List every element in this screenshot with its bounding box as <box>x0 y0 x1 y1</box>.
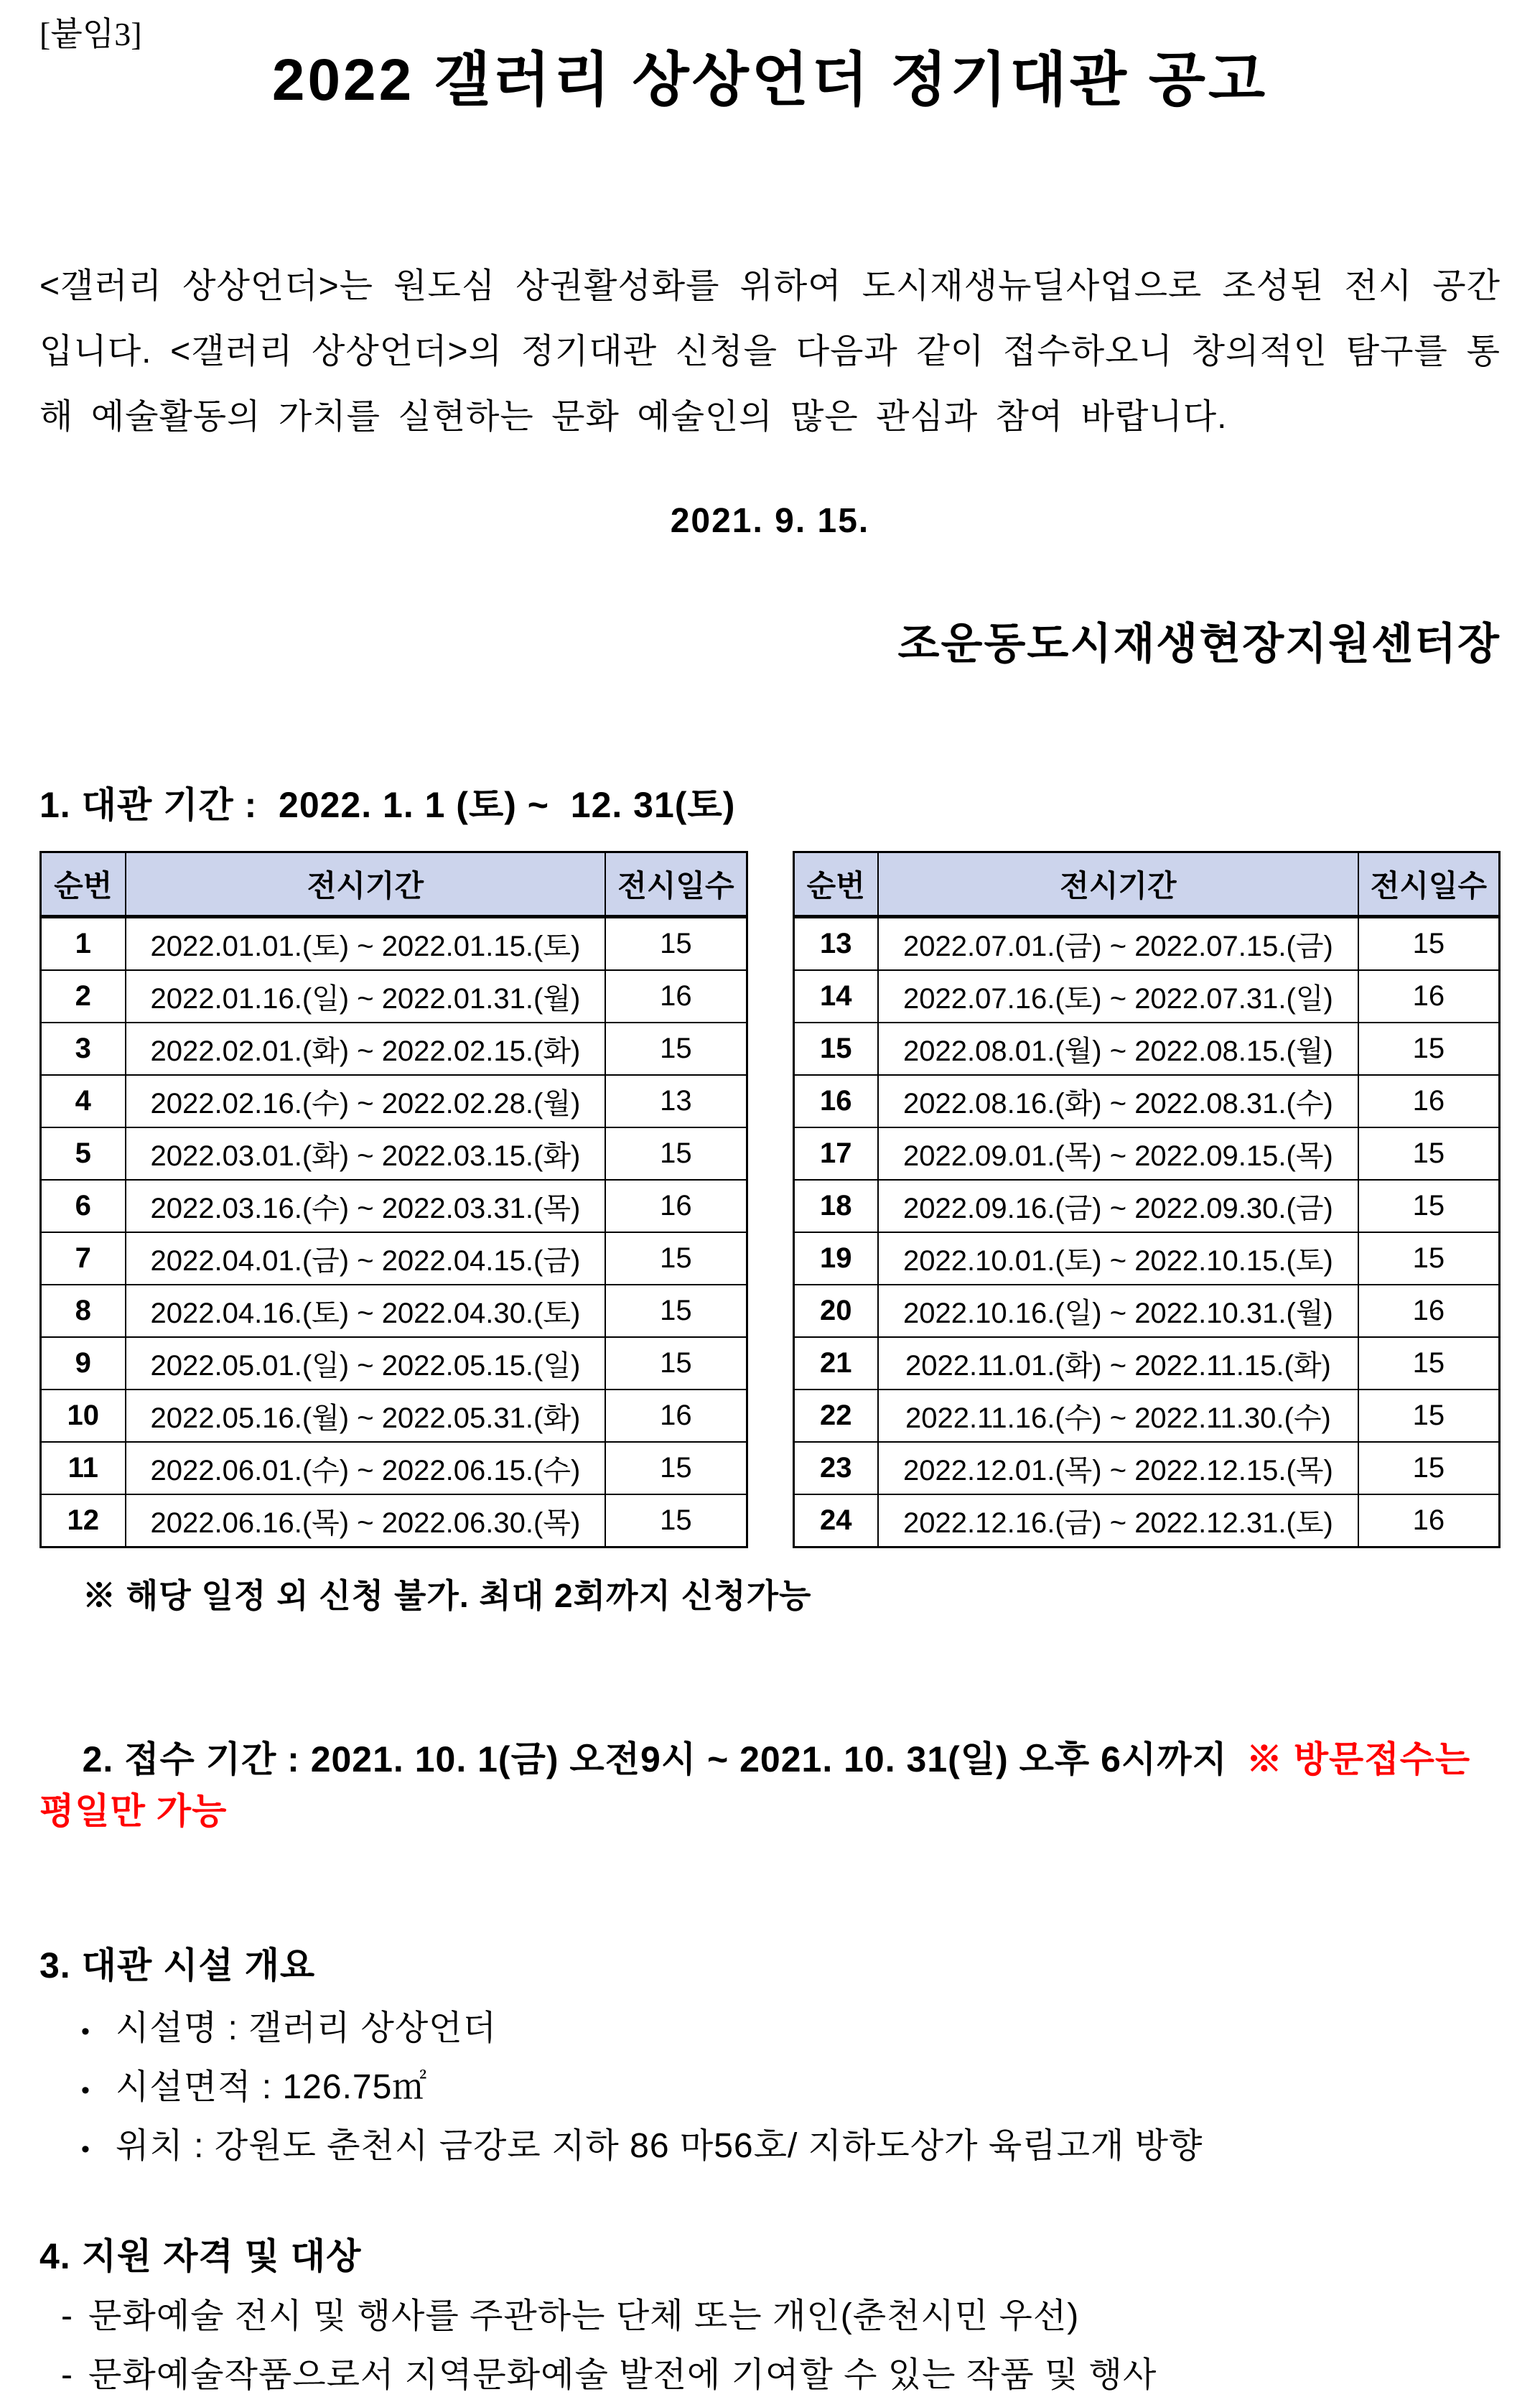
rental-table-right <box>793 851 1501 1548</box>
eligibility-item: 문화예술작품으로서 지역문화예술 발전에 기여할 수 있는 작품 및 행사 <box>88 2356 1157 2395</box>
cell-no: 18 <box>793 1180 878 1232</box>
cell-period: 2022.07.01.(금) ~ 2022.07.15.(금) <box>878 917 1358 971</box>
table-row <box>41 1023 747 1075</box>
cell-no: 1 <box>41 917 126 971</box>
list-item <box>39 2354 1501 2397</box>
dash-marker: - <box>61 2297 73 2336</box>
cell-period: 2022.06.16.(목) ~ 2022.06.30.(목) <box>126 1494 606 1547</box>
cell-period: 2022.10.16.(일) ~ 2022.10.31.(월) <box>878 1285 1358 1337</box>
cell-period: 2022.02.01.(화) ~ 2022.02.15.(화) <box>126 1023 606 1075</box>
table-row <box>793 1023 1500 1075</box>
signature: 조운동도시재생현장지원센터장 <box>897 620 1501 669</box>
facility-location: 위치 : 강원도 춘천시 금강로 지하 86 마56호/ 지하도상가 육림고개 방향 <box>116 2127 1203 2166</box>
table-row <box>41 1390 747 1442</box>
cell-no: 14 <box>793 970 878 1023</box>
cell-no: 7 <box>41 1232 126 1285</box>
section-eligibility <box>39 2228 1501 2397</box>
cell-no: 19 <box>793 1232 878 1285</box>
facility-name: 시설명 : 갤러리 상상언더 <box>116 2009 498 2048</box>
cell-days: 15 <box>605 1232 747 1285</box>
cell-no: 10 <box>41 1390 126 1442</box>
cell-period: 2022.01.01.(토) ~ 2022.01.15.(토) <box>126 917 606 971</box>
cell-period: 2022.09.01.(목) ~ 2022.09.15.(목) <box>878 1127 1358 1180</box>
cell-days: 16 <box>1358 1075 1500 1127</box>
col-header-days: 전시일수 <box>1358 852 1500 917</box>
bullet-marker: • <box>81 2077 90 2105</box>
table-row <box>793 1180 1500 1232</box>
cell-days: 15 <box>1358 1232 1500 1285</box>
cell-period: 2022.05.16.(월) ~ 2022.05.31.(화) <box>126 1390 606 1442</box>
cell-no: 8 <box>41 1285 126 1337</box>
list-item <box>39 2065 1501 2113</box>
cell-period: 2022.03.01.(화) ~ 2022.03.15.(화) <box>126 1127 606 1180</box>
table-row <box>793 1075 1500 1127</box>
table-row <box>793 1390 1500 1442</box>
rental-tables <box>39 851 1501 1548</box>
table-row <box>41 917 747 971</box>
facility-list <box>39 2006 1501 2172</box>
cell-days: 15 <box>1358 1337 1500 1390</box>
cell-days: 15 <box>1358 1180 1500 1232</box>
section-3-heading: 3. 대관 시설 개요 <box>39 1945 316 1986</box>
table-row <box>793 917 1500 971</box>
cell-no: 16 <box>793 1075 878 1127</box>
cell-days: 15 <box>605 1285 747 1337</box>
bullet-marker: • <box>81 2136 90 2164</box>
document-date: 2021. 9. 15. <box>670 502 870 541</box>
cell-days: 16 <box>605 1390 747 1442</box>
cell-days: 15 <box>605 1127 747 1180</box>
table-row <box>793 970 1500 1023</box>
col-header-period: 전시기간 <box>126 852 606 917</box>
cell-period: 2022.03.16.(수) ~ 2022.03.31.(목) <box>126 1180 606 1232</box>
list-item <box>39 2124 1501 2172</box>
cell-period: 2022.09.16.(금) ~ 2022.09.30.(금) <box>878 1180 1358 1232</box>
cell-no: 6 <box>41 1180 126 1232</box>
cell-days: 16 <box>1358 970 1500 1023</box>
cell-no: 23 <box>793 1442 878 1494</box>
cell-no: 4 <box>41 1075 126 1127</box>
table-row <box>41 1337 747 1390</box>
cell-no: 17 <box>793 1127 878 1180</box>
col-header-no: 순번 <box>793 852 878 917</box>
facility-area: 시설면적 : 126.75㎡ <box>116 2068 428 2107</box>
cell-no: 13 <box>793 917 878 971</box>
cell-days: 16 <box>605 970 747 1023</box>
cell-period: 2022.08.01.(월) ~ 2022.08.15.(월) <box>878 1023 1358 1075</box>
table-row <box>793 1337 1500 1390</box>
table-row <box>41 970 747 1023</box>
cell-period: 2022.07.16.(토) ~ 2022.07.31.(일) <box>878 970 1358 1023</box>
schedule-note: ※ 해당 일정 외 신청 불가. 최대 2회까지 신청가능 <box>83 1577 812 1615</box>
section-2-heading-text: 2. 접수 기간 : 2021. 10. 1(금) 오전9시 ~ 2021. 10. 31(일) 오후 6시까지 <box>82 1739 1228 1780</box>
list-item <box>39 2295 1501 2338</box>
table-row <box>41 1442 747 1494</box>
rental-table-left <box>39 851 748 1548</box>
cell-no: 20 <box>793 1285 878 1337</box>
table-row <box>793 1232 1500 1285</box>
cell-period: 2022.04.16.(토) ~ 2022.04.30.(토) <box>126 1285 606 1337</box>
attachment-label: [붙임3] <box>39 16 142 52</box>
cell-days: 15 <box>1358 1390 1500 1442</box>
cell-period: 2022.11.16.(수) ~ 2022.11.30.(수) <box>878 1390 1358 1442</box>
list-item <box>39 2006 1501 2054</box>
section-facility-overview <box>39 1937 1501 2172</box>
cell-days: 15 <box>605 1023 747 1075</box>
table-row <box>41 1232 747 1285</box>
cell-period: 2022.11.01.(화) ~ 2022.11.15.(화) <box>878 1337 1358 1390</box>
cell-days: 15 <box>1358 1023 1500 1075</box>
table-row <box>41 1180 747 1232</box>
table-row <box>41 1285 747 1337</box>
table-row <box>793 1442 1500 1494</box>
cell-no: 12 <box>41 1494 126 1547</box>
cell-no: 21 <box>793 1337 878 1390</box>
table-row <box>793 1285 1500 1337</box>
section-1-heading: 1. 대관 기간 : 2022. 1. 1 (토) ~ 12. 31(토) <box>39 785 736 826</box>
bullet-marker: • <box>81 2018 90 2046</box>
table-row <box>793 1127 1500 1180</box>
cell-days: 15 <box>1358 1127 1500 1180</box>
table-header-row <box>41 852 747 917</box>
cell-days: 13 <box>605 1075 747 1127</box>
table-row <box>41 1075 747 1127</box>
eligibility-item: 문화예술 전시 및 행사를 주관하는 단체 또는 개인(춘천시민 우선) <box>88 2297 1080 2336</box>
cell-days: 15 <box>605 1337 747 1390</box>
cell-days: 15 <box>605 917 747 971</box>
cell-period: 2022.12.16.(금) ~ 2022.12.31.(토) <box>878 1494 1358 1547</box>
cell-period: 2022.04.01.(금) ~ 2022.04.15.(금) <box>126 1232 606 1285</box>
cell-no: 2 <box>41 970 126 1023</box>
cell-period: 2022.01.16.(일) ~ 2022.01.31.(월) <box>126 970 606 1023</box>
cell-days: 16 <box>605 1180 747 1232</box>
section-4-heading: 4. 지원 자격 및 대상 <box>39 2236 362 2277</box>
cell-period: 2022.10.01.(토) ~ 2022.10.15.(토) <box>878 1232 1358 1285</box>
cell-days: 15 <box>1358 917 1500 971</box>
cell-no: 5 <box>41 1127 126 1180</box>
col-header-days: 전시일수 <box>605 852 747 917</box>
table-row <box>41 1127 747 1180</box>
document-title: 2022 갤러리 상상언더 정기대관 공고 <box>271 47 1269 113</box>
cell-period: 2022.05.01.(일) ~ 2022.05.15.(일) <box>126 1337 606 1390</box>
table-row <box>41 1494 747 1547</box>
cell-days: 15 <box>605 1442 747 1494</box>
cell-period: 2022.08.16.(화) ~ 2022.08.31.(수) <box>878 1075 1358 1127</box>
cell-no: 3 <box>41 1023 126 1075</box>
cell-days: 15 <box>1358 1442 1500 1494</box>
section-rental-period <box>39 776 1501 1617</box>
cell-period: 2022.06.01.(수) ~ 2022.06.15.(수) <box>126 1442 606 1494</box>
section-2-heading <box>39 1689 1501 1876</box>
cell-no: 9 <box>41 1337 126 1390</box>
cell-no: 22 <box>793 1390 878 1442</box>
cell-days: 15 <box>605 1494 747 1547</box>
col-header-no: 순번 <box>41 852 126 917</box>
col-header-period: 전시기간 <box>878 852 1358 917</box>
cell-days: 16 <box>1358 1285 1500 1337</box>
cell-no: 11 <box>41 1442 126 1494</box>
visit-note: ※ 방문접수는 평일만 가능 <box>39 1739 1482 1832</box>
table-header-row <box>793 852 1500 917</box>
intro-paragraph: <갤러리 상상언더>는 원도심 상권활성화를 위하여 도시재생뉴딜사업으로 조성된 전시 공간입니다. <갤러리 상상언더>의 정기대관 신청을 다음과 같이 접수하오니 창의적인 탐구를 통해 예술활동의 가치를 실현하는 문화 예술인의 많은 관심과 참여 바랍니다. <box>39 266 1501 437</box>
table-row <box>793 1494 1500 1547</box>
cell-no: 15 <box>793 1023 878 1075</box>
cell-period: 2022.02.16.(수) ~ 2022.02.28.(월) <box>126 1075 606 1127</box>
eligibility-list <box>39 2295 1501 2397</box>
section-application-period <box>39 1689 1501 1876</box>
cell-period: 2022.12.01.(목) ~ 2022.12.15.(목) <box>878 1442 1358 1494</box>
cell-no: 24 <box>793 1494 878 1547</box>
cell-days: 16 <box>1358 1494 1500 1547</box>
dash-marker: - <box>61 2356 73 2395</box>
